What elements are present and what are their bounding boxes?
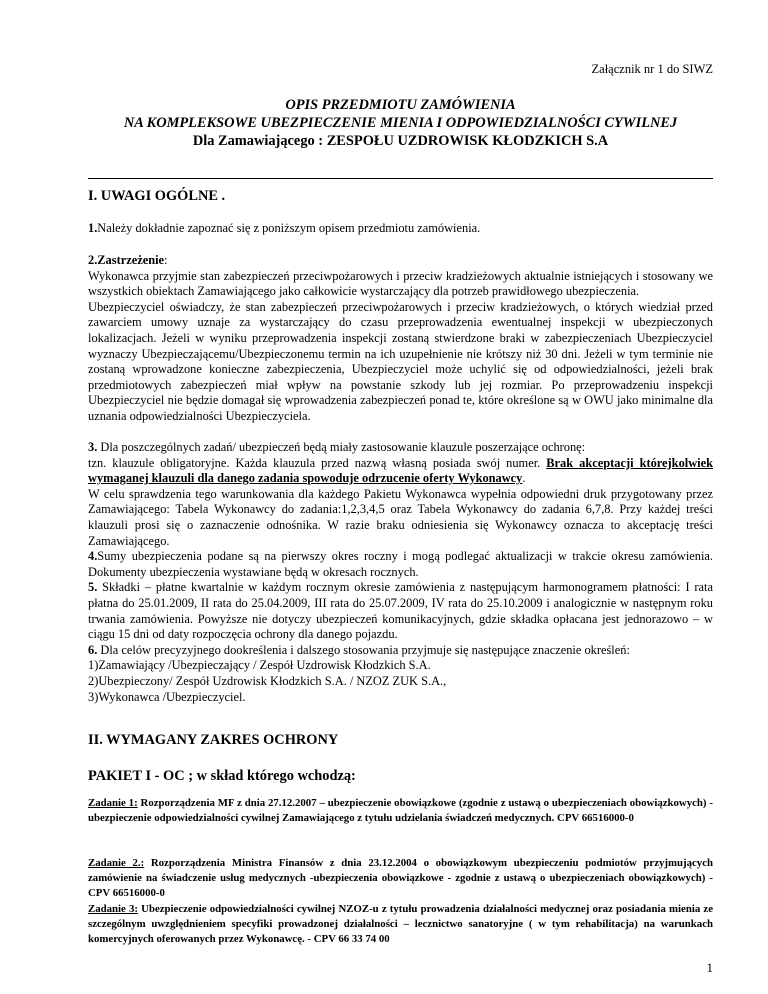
definition-2: 2)Ubezpieczony/ Zespół Uzdrowisk Kłodzkich S.A. / NZOZ ZUK S.A., (88, 673, 447, 688)
p6-text: Dla celów precyzyjnego dookreślenia i dalszego stosowania przyjmuje się następujące znaczenie określeń: (97, 642, 630, 657)
task-1-label: Zadanie 1: (88, 797, 138, 809)
paragraph-2 (88, 253, 713, 425)
paragraph-1 (88, 221, 713, 237)
title-line-3: Dla Zamawiającego : ZESPOŁU UZDROWISK KŁODZKICH S.A (192, 133, 609, 149)
task-3 (88, 902, 713, 947)
p2-heading: 2.Zastrzeżenie (88, 253, 165, 267)
p1-text: Należy dokładnie zapoznać się z poniższym opisem przedmiotu zamówienia. (97, 221, 481, 235)
p2-text-2: Ubezpieczyciel oświadczy, że stan zabezpieczeń przeciwpożarowych i przeciw kradzieżowych, o których wiedział przed zawarciem umowy uznaje za wystarczający do czasu przeprowadzenia ewentualnej inspekcji w ubezpieczonych lokalizacjach. Jeżeli w wyniku przeprowadzenia inspekcji zostaną stwierdzone braki w zabezpieczeniach Ubezpieczyciel wyznaczy Ubezpieczającemu/Ubezpieczonemu termin na ich uzupełnienie nie krótszy niż 30 dni. Jeżeli w tym terminie nie zostaną wprowadzone konieczne zabezpieczenia, Ubezpieczyciel może uchylić się od odpowiedzialności, jeżeli brak przedmiotowych zabezpieczeń miał wpływ na powstanie szkody lub jej rozmiar. Po przeprowadzeniu inspekcji Ubezpieczyciel nie będzie domagał się wprowadzenia zabezpieczeń ponad te, które określone są w OWU jako minimalne dla uznania odpowiedzialności Ubezpieczyciela. (88, 299, 713, 423)
document-title (88, 96, 713, 150)
p2-text: Wykonawca przyjmie stan zabezpieczeń przeciwpożarowych i przeciw kradzieżowych aktualnie istniejących i stosowany we wszystkich obiektach Zamawiającego jako całkowicie wystarczający dla potrzeb prawidłowego ubezpieczenia. (88, 268, 713, 299)
p3-dot: . (522, 471, 526, 486)
p3-text: Dla poszczególnych zadań/ ubezpieczeń będą miały zastosowanie klauzule poszerzające ochronę: (97, 440, 586, 454)
section-2-heading: II. WYMAGANY ZAKRES OCHRONY (88, 732, 339, 748)
p4-number: 4. (88, 549, 98, 564)
task-1-text: Rozporządzenia MF z dnia 27.12.2007 – ubezpieczenie obowiązkowe (zgodnie z ustawą o ubezpieczeniach obowiązkowych) -ubezpieczenie odpowiedzialności cywilnej Zamawiającego z tytułu udzielania świadczeń medycznych. CPV 66516000-0 (88, 797, 713, 824)
task-2-text: Rozporządzenia Ministra Finansów z dnia 23.12.2004 o obowiązkowym ubezpieczeniu podmiotów przyjmujących zamówienie na świadczenie usług medycznych -ubezpieczenia obowiązkowe - zgodnie z ustawą o ubezpieczeniach obowiązkowych) - CPV 66516000-0 (88, 857, 713, 899)
annex-label: Załącznik nr 1 do SIWZ (591, 62, 713, 76)
p3-text-3: W celu sprawdzenia tego warunkowania dla każdego Pakietu Wykonawca wypełnia odpowiedni druk przygotowany przez Zamawiającego: Tabela Wykonawcy do zadania:1,2,3,4,5 oraz Tabela Wykonawcy do zadania 6,7,8. Przy każdej treści klauzuli prosi się o zaznaczenie odnośnika. W razie braku odniesienia się Wykonawcy oznacza to akceptację treści Zamawiającego. (88, 486, 713, 548)
definition-3: 3)Wykonawca /Ubezpieczyciel. (88, 689, 246, 704)
pakiet-heading: PAKIET I - OC ; w skład którego wchodzą: (88, 768, 356, 784)
task-1 (88, 796, 713, 826)
task-3-label: Zadanie 3: (88, 903, 138, 915)
task-3-text: Ubezpieczenie odpowiedzialności cywilnej NZOZ-u z tytułu prowadzenia działalności medycznej oraz posiadania mienia ze szczególnym uwzględnieniem specyfiki prowadzonej działalności – lecznictwo sanatoryjne ( w tym rehabilitacja) na warunkach komercyjnych oferowanych przez Wykonawcę. - CPV 66 33 74 00 (88, 903, 713, 945)
p5-text: Składki – płatne kwartalnie w każdym rocznym okresie zamówienia z następującym harmonogramem płatności: I rata płatna do 25.01.2009, II rata do 25.04.2009, III rata do 25.07.2009, IV rata do 25.10.2009 i analogicznie w następnym roku trwania zamówienia. Powyższe nie dotyczy ubezpieczeń komunikacyjnych, gdzie składka opłacana jest jednorazowo – w ciągu 15 dni od daty rozpoczęcia ochrony dla danego pojazdu. (88, 580, 713, 642)
p6-number: 6. (88, 642, 98, 657)
p3-number: 3. (88, 440, 98, 454)
p4-text: Sumy ubezpieczenia podane są na pierwszy okres roczny i mogą podlegać aktualizacji w trakcie okresu zamówienia. Dokumenty ubezpieczenia wystawiane będą w okresach rocznych. (88, 549, 713, 579)
page-number: 1 (706, 960, 713, 975)
p2-colon: : (164, 253, 168, 267)
task-2 (88, 856, 713, 901)
p1-number: 1. (88, 221, 98, 235)
p5-number: 5. (88, 580, 98, 595)
definition-1: 1)Zamawiający /Ubezpieczający / Zespół Uzdrowisk Kłodzkich S.A. (88, 658, 431, 673)
p3-text-2: tzn. klauzule obligatoryjne. Każda klauzula przed nazwą własną posiada swój numer. (88, 455, 547, 470)
title-line-2: NA KOMPLEKSOWE UBEZPIECZENIE MIENIA I ODPOWIEDZIALNOŚCI CYWILNEJ (123, 115, 678, 131)
section-1-heading: I. UWAGI OGÓLNE . (88, 188, 226, 204)
paragraph-3 (88, 440, 713, 705)
p3-requirement-note: Brak akceptacji którejkolwiek wymaganej klauzuli dla danego zadania spowoduje odrzucenie oferty Wykonawcy (88, 455, 713, 486)
task-2-label: Zadanie 2.: (88, 857, 145, 869)
title-line-1: OPIS PRZEDMIOTU ZAMÓWIENIA (285, 97, 516, 113)
title-divider (88, 178, 713, 179)
